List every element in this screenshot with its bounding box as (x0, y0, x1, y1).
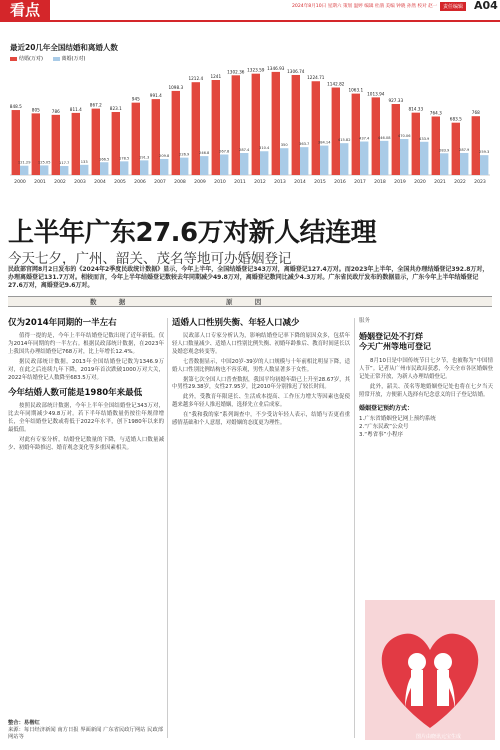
bar-marriage (312, 81, 320, 175)
label-marriage: 1063.1 (348, 87, 364, 93)
service-heading: 婚姻登记处不打烊 今天广州等地可登记 (359, 331, 431, 352)
booking-list (359, 415, 493, 439)
source-credit: 来源：每日经济新闻 南方日报 界面新闻 广东省民政厅网站 民政部网站等 (8, 727, 164, 741)
label-marriage: 1241 (210, 73, 222, 79)
bar-marriage (332, 88, 340, 175)
label-marriage: 848.5 (9, 104, 22, 110)
subheadline: 今天七夕，广州、韶关、茂名等地可办婚姻登记 (8, 251, 292, 267)
bar-marriage (252, 74, 260, 175)
label-divorce: 178.5 (119, 156, 130, 161)
col3-para-2: 此外，韶关、茂名等地婚姻登记处也将在七夕当天照常开放，方便新人选择有纪念意义的日子登记结婚。 (359, 383, 493, 398)
tick-year: 2010 (214, 180, 226, 185)
bar-marriage (132, 103, 140, 175)
page-number: A04 (474, 0, 498, 12)
label-divorce: 446.08 (377, 135, 391, 140)
tick-year: 2020 (414, 180, 426, 185)
booking-item: 2.“广东民政”公众号 (359, 424, 409, 431)
label-marriage: 927.33 (388, 98, 404, 104)
label-divorce: 125.05 (37, 160, 51, 165)
bar-marriage (192, 82, 200, 175)
label-divorce: 267.8 (219, 149, 230, 154)
tick-year: 2016 (334, 180, 346, 185)
label-divorce: 121.29 (17, 160, 31, 165)
label-divorce: 287.4 (239, 147, 250, 152)
bar-divorce (140, 160, 148, 175)
lede-paragraph: 民政部官网8月2日发布的《2024年2季度民政统计数据》显示，今年上半年，全国结婚登记343万对，离婚登记127.4万对。而2023年上半年，全国共办理结婚登记392.8万对，办理离婚登记131.7万对。相较而言，今年上半年结婚登记数较去年同期减少49.8万对，离婚登记数同比减少4.3万对。广东省民政厅发布的数据显示，广东今年上半年结婚登记27.6万对，离婚登记9.6万对。 (8, 266, 489, 290)
label-divorce: 246.8 (199, 151, 210, 156)
bar-marriage (412, 113, 420, 175)
label-marriage: 1346.93 (267, 65, 285, 71)
bar-divorce (420, 142, 428, 175)
band-data-label: 数 据 (90, 298, 136, 306)
label-divorce: 259.3 (479, 150, 490, 155)
bar-divorce (40, 165, 48, 175)
label-divorce: 415.82 (337, 138, 351, 143)
column-divider-1 (167, 318, 168, 738)
tick-year: 2006 (134, 180, 146, 185)
bar-divorce (300, 147, 308, 175)
label-marriage: 764.3 (429, 110, 442, 116)
chart-title: 最近20几年全国结婚和离婚人数 (10, 43, 118, 52)
tick-year: 2008 (174, 180, 186, 185)
bar-divorce (160, 159, 168, 175)
column-data (8, 318, 164, 455)
tick-year: 2005 (114, 180, 126, 185)
bar-divorce (120, 161, 128, 175)
bar-divorce (440, 153, 448, 175)
label-divorce: 133 (80, 159, 88, 164)
label-marriage: 991.4 (149, 93, 162, 99)
headline: 上半年广东27.6万对新人结连理 (8, 218, 377, 248)
label-marriage: 811.4 (69, 106, 82, 112)
bar-divorce (320, 146, 328, 175)
tick-year: 2019 (394, 180, 406, 185)
col1-heading-2: 今年结婚人数可能是1980年来最低 (8, 388, 143, 399)
tick-year: 2003 (74, 180, 86, 185)
label-divorce: 310.4 (259, 146, 270, 151)
col2-para-1: 民政部人口专家分析认为，影响结婚登记率下降的原因众多，包括年轻人口数量减少、适婚人口性别比例失衡、初婚年龄推后、教育时间延长以及婚恋观念转变等。 (172, 333, 350, 355)
col1-para-1: 值得一提的是，今年上半年结婚登记数出现了近年新低。仅为2014年同期的约一半左右。根据民政部统计数据，在2023年上我国共办理结婚登记768万对，比上年增长12.4%。 (8, 333, 164, 355)
bar-divorce (20, 166, 28, 175)
tick-year: 2022 (454, 180, 466, 185)
label-divorce: 209.8 (159, 153, 170, 158)
label-marriage: 1224.71 (307, 75, 325, 81)
bar-divorce (60, 166, 68, 175)
col2-para-5: 在“我和我的家”系列调查中，不少受访年轻人表示，结婚与否更看重感情基础和个人意愿，对婚姻的态度更为理性。 (172, 412, 350, 427)
label-marriage: 1142.82 (327, 81, 345, 87)
label-marriage: 814.33 (408, 106, 424, 112)
article-footer (8, 720, 168, 742)
tick-year: 2023 (474, 180, 486, 185)
label-marriage: 823.1 (109, 105, 122, 111)
label-divorce: 283.9 (439, 148, 450, 153)
section-tag: 看点 (0, 0, 50, 20)
tick-year: 2014 (294, 180, 306, 185)
bar-divorce (180, 158, 188, 175)
label-divorce: 117.7 (59, 160, 70, 165)
bar-divorce (340, 143, 348, 175)
bar-marriage (92, 109, 100, 175)
label-marriage: 1013.94 (367, 91, 385, 97)
label-divorce: 191.3 (139, 155, 150, 160)
issue-info: 2024年8月10日 星期六 策划 温婷 编辑 杜鹃 美编 钟晓 孙然 校对 赵一 (292, 4, 438, 9)
bar-marriage (152, 99, 160, 175)
bar-marriage (432, 116, 440, 175)
bar-marriage (212, 80, 220, 175)
image-credit: 图片由晓讯元宝生成 (416, 734, 462, 740)
label-marriage: 867.2 (89, 102, 102, 108)
section-band (8, 296, 492, 307)
col1-para-4: 对此有专家分析，结婚登记数量的下降，与适婚人口数量减少、初婚年龄推迟、婚育观念变化等多重因素相关。 (8, 437, 164, 451)
chart-plot (6, 42, 494, 192)
label-marriage: 683.5 (449, 116, 462, 122)
column-service (359, 318, 493, 439)
label-marriage: 805 (31, 107, 40, 113)
bar-marriage (172, 91, 180, 175)
tick-year: 2017 (354, 180, 366, 185)
tick-year: 2000 (14, 180, 26, 185)
legend-marriage: 结婚(万对) (10, 56, 43, 62)
masthead-rule (0, 20, 500, 22)
tick-year: 2009 (194, 180, 206, 185)
service-label: 服务 (359, 318, 371, 324)
label-divorce: 470.06 (397, 134, 411, 139)
bar-divorce (260, 151, 268, 175)
booking-heading: 婚姻登记预约方式： (359, 405, 414, 413)
label-marriage: 1212.4 (188, 76, 204, 82)
band-reason-label: 原 因 (226, 298, 272, 306)
masthead (0, 0, 500, 22)
bar-divorce (220, 154, 228, 175)
couple-illustration (365, 600, 495, 740)
label-marriage: 1323.59 (247, 67, 265, 73)
bar-marriage (32, 113, 40, 175)
bar-divorce (240, 153, 248, 175)
col1-heading: 仅为2014年同期的一半左右 (8, 318, 117, 328)
legend-divorce: 离婚(万对) (53, 56, 86, 62)
label-marriage: 768 (471, 110, 480, 116)
bar-divorce (280, 148, 288, 175)
tick-year: 2018 (374, 180, 386, 185)
tick-year: 2012 (254, 180, 266, 185)
tick-year: 2013 (274, 180, 286, 185)
bar-marriage (52, 115, 60, 175)
bar-marriage (272, 72, 280, 175)
bar-divorce (480, 155, 488, 175)
bar-divorce (360, 142, 368, 175)
label-divorce: 350 (280, 143, 288, 148)
bar-divorce (380, 141, 388, 175)
bar-divorce (400, 139, 408, 175)
tick-year: 2011 (234, 180, 246, 185)
label-divorce: 384.14 (317, 140, 331, 145)
label-divorce: 226.9 (179, 152, 190, 157)
col1-para-2: 据民政部统计数据，2013年全国结婚登记数为1346.9万对，在此之后连续九年下降，2019年首次跌破1000万对大关，2022年结婚登记人数降至683.5万对。 (8, 358, 164, 381)
label-divorce: 166.5 (99, 157, 110, 162)
booking-item: 3.“粤省事”小程序 (359, 432, 403, 439)
bar-marriage (12, 110, 20, 175)
label-marriage: 945 (131, 96, 140, 102)
bar-marriage (352, 94, 360, 175)
label-divorce: 363.7 (299, 142, 310, 147)
col1-para-3: 按照民政部统计数据，今年上半年全国结婚登记343万对，比去年同期减少49.8万对。若下半年结婚数量仍按往年规律增长，全年结婚登记数或将低于2022年水平，创下1980年以来的最低值。 (8, 403, 164, 434)
col2-heading: 适婚人口性别失衡、年轻人口减少 (172, 318, 300, 328)
bar-divorce (100, 162, 108, 175)
col3-para-1: 8月10日是中国传统节日七夕节，也被称为“中国情人节”。记者从广州市民政局获悉，今天全市各区婚姻登记处正常开放，为新人办理结婚登记。 (359, 357, 493, 380)
bar-marriage (472, 116, 480, 175)
label-marriage: 1302.36 (227, 69, 245, 75)
tick-year: 2015 (314, 180, 326, 185)
tick-year: 2002 (54, 180, 66, 185)
tick-year: 2021 (434, 180, 446, 185)
column-reason (172, 318, 350, 430)
bar-marriage (232, 75, 240, 175)
label-divorce: 433.9 (419, 136, 430, 141)
bar-divorce (460, 153, 468, 175)
bar-marriage (292, 75, 300, 175)
tick-year: 2001 (34, 180, 46, 185)
label-marriage: 1098.3 (168, 84, 184, 90)
col2-para-4: 此外，受教育年限延长、生活成本提高、工作压力增大等因素也促使越来越多年轻人推迟婚姻，选择先立业后成家。 (172, 394, 350, 409)
marriage-divorce-chart (6, 42, 494, 192)
editor-badge: 责任编辑 (440, 2, 466, 11)
compiler-credit: 整合：易楷红 (8, 720, 40, 726)
col2-para-2: 七普数据显示，中国20岁-39岁的人口规模与十年前相比明显下降，适婚人口性别比例结构也不容乐观，男性人数显著多于女性。 (172, 358, 350, 373)
column-divider-2 (354, 318, 355, 738)
bar-marriage (392, 104, 400, 175)
booking-item: 1.广东省婚姻登记网上预约系统 (359, 416, 436, 423)
label-divorce: 437.4 (359, 136, 370, 141)
label-divorce: 287.9 (459, 147, 470, 152)
tick-year: 2007 (154, 180, 166, 185)
label-marriage: 786 (51, 108, 60, 114)
tick-year: 2004 (94, 180, 106, 185)
bar-divorce (80, 165, 88, 175)
bar-divorce (200, 156, 208, 175)
bar-marriage (112, 112, 120, 175)
bar-marriage (72, 113, 80, 175)
col2-para-3: 据第七次全国人口普查数据，我国平均初婚年龄已上升至28.67岁，其中男性29.38岁，女性27.95岁，比2010年分别推迟了较长时间。 (172, 376, 350, 391)
label-marriage: 1306.74 (287, 68, 305, 74)
